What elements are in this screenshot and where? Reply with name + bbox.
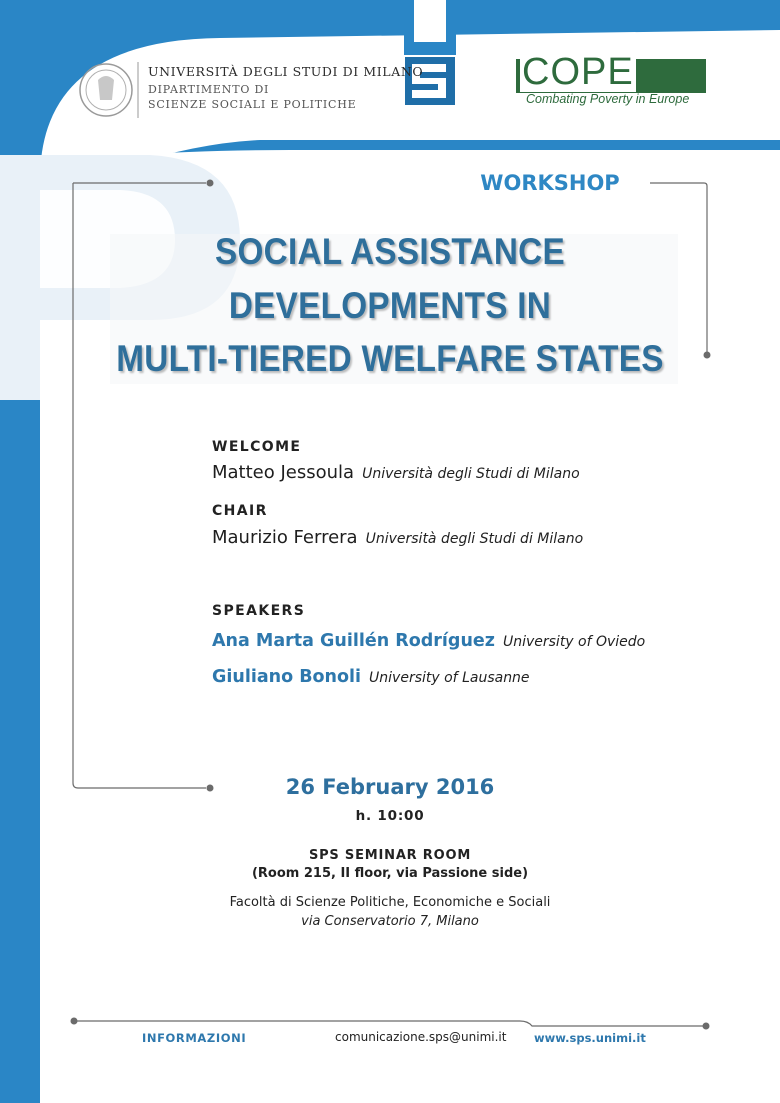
footer-email-link[interactable]: comunicazione.sps@unimi.it xyxy=(335,1030,507,1044)
speakers-label: SPEAKERS xyxy=(212,603,306,619)
welcome-affiliation: Università degli Studi di Milano xyxy=(362,466,580,482)
department-line2: SCIENZE SOCIALI E POLITICHE xyxy=(148,98,357,111)
event-time: h. 10:00 xyxy=(355,808,425,824)
event-date: 26 February 2016 xyxy=(285,775,495,799)
event-faculty: Facoltà di Scienze Politiche, Economiche e Sociali xyxy=(229,895,551,910)
cope-logo: COPE xyxy=(522,51,634,93)
event-address: via Conservatorio 7, Milano xyxy=(301,914,479,929)
event-title-line1: SOCIAL ASSISTANCE xyxy=(215,231,565,272)
chair-person xyxy=(212,527,583,548)
university-name: UNIVERSITÀ DEGLI STUDI DI MILANO xyxy=(148,64,424,79)
footer-divider xyxy=(74,1021,706,1026)
welcome-name: Matteo Jessoula xyxy=(212,462,355,483)
speaker-name: Giuliano Bonoli xyxy=(212,667,362,687)
welcome-person xyxy=(212,462,580,483)
speaker-name: Ana Marta Guillén Rodríguez xyxy=(212,631,495,651)
speaker-item xyxy=(212,631,645,651)
event-room: SPS SEMINAR ROOM xyxy=(308,848,472,863)
department-line1: DIPARTIMENTO DI xyxy=(148,83,270,96)
chair-affiliation: Università degli Studi di Milano xyxy=(365,531,584,547)
event-type: WORKSHOP xyxy=(450,171,650,195)
event-title-line2: DEVELOPMENTS IN xyxy=(228,285,552,326)
event-room-detail: (Room 215, II floor, via Passione side) xyxy=(251,866,529,881)
center-top-bar-inner xyxy=(414,0,446,42)
cope-tagline: Combating Poverty in Europe xyxy=(526,92,690,106)
footer-info-label: INFORMAZIONI xyxy=(142,1031,247,1045)
chair-label: CHAIR xyxy=(212,503,268,519)
speaker-affiliation: University of Lausanne xyxy=(369,670,530,686)
welcome-label: WELCOME xyxy=(212,439,302,455)
footer-website-link[interactable]: www.sps.unimi.it xyxy=(534,1031,646,1045)
speaker-affiliation: University of Oviedo xyxy=(502,634,646,650)
event-title-line3: MULTI-TIERED WELFARE STATES xyxy=(116,338,664,379)
speaker-item xyxy=(212,667,530,687)
chair-name: Maurizio Ferrera xyxy=(212,527,358,548)
